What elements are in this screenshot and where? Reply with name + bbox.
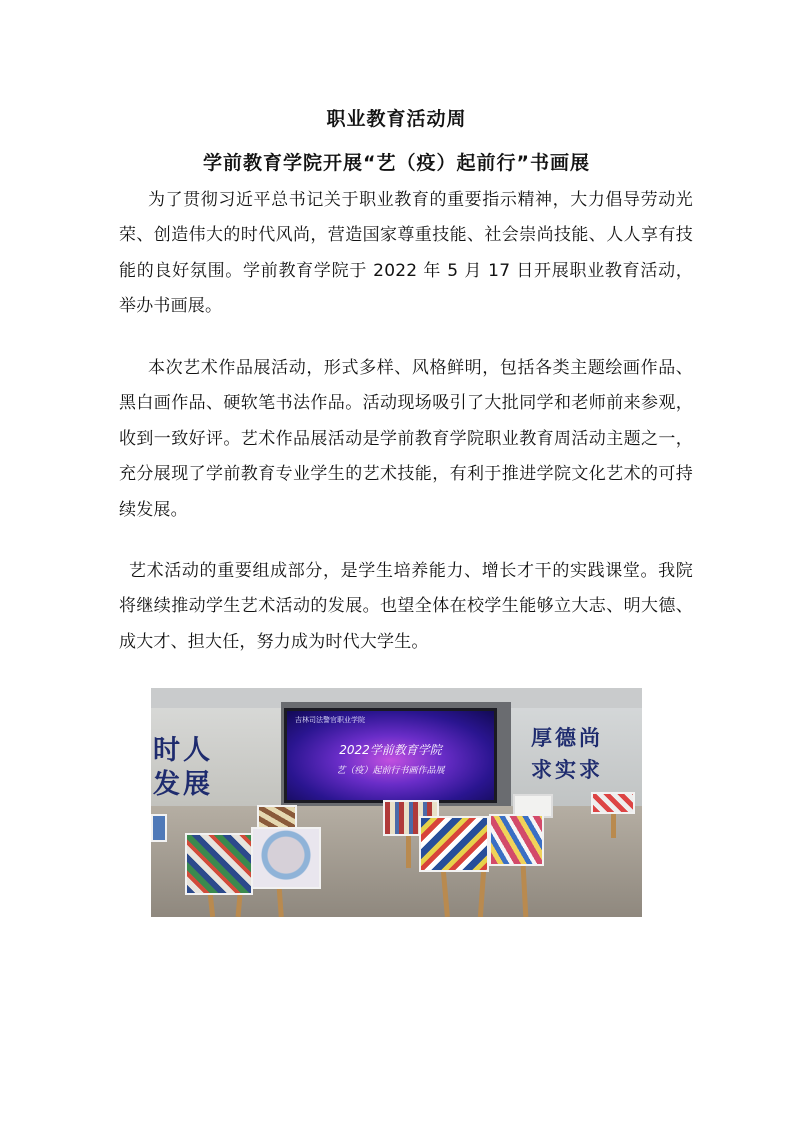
document-title: 职业教育活动周 bbox=[326, 108, 467, 130]
exhibition-photo bbox=[151, 688, 642, 917]
paragraph-1: 为了贯彻习近平总书记关于职业教育的重要指示精神，大力倡导劳动光荣、创造伟大的时代风尚，营造国家尊重技能、社会崇尚技能、人人享有技能的良好氛围。学前教育学院于 2022 年 5 月 17 日开展职业教育活动，举办书画展。 bbox=[119, 190, 693, 317]
photo-banner-left: 时人 发展 bbox=[153, 735, 213, 800]
artwork-painting bbox=[185, 833, 253, 895]
artwork-painting bbox=[151, 814, 167, 842]
photo-banner-right: 厚德尚 求实求 bbox=[531, 725, 603, 782]
artwork-painting bbox=[419, 816, 489, 872]
document-subtitle: 学前教育学院开展“艺（疫）起前行”书画展 bbox=[203, 152, 590, 174]
screen-logo-text: 吉林司法警官职业学院 bbox=[295, 716, 365, 724]
screen-title-line2: 艺（疫）起前行书画作品展 bbox=[336, 766, 445, 776]
artwork-painting bbox=[591, 792, 635, 814]
screen-title-line1: 2022学前教育学院 bbox=[339, 743, 442, 757]
paragraph-3: 艺术活动的重要组成部分，是学生培养能力、增长才干的实践课堂。我院将继续推动学生艺术活动的发展。也望全体在校学生能够立大志、明大德、成大才、担大任，努力成为时代大学生。 bbox=[119, 561, 693, 652]
photo-projection-screen bbox=[284, 708, 497, 803]
artwork-painting bbox=[489, 814, 544, 866]
artwork-painting bbox=[251, 827, 321, 889]
paragraph-2: 本次艺术作品展活动，形式多样、风格鲜明，包括各类主题绘画作品、黑白画作品、硬软笔书法作品。活动现场吸引了大批同学和老师前来参观，收到一致好评。艺术作品展活动是学前教育学院职业教育周活动主题之一，充分展现了学前教育专业学生的艺术技能，有利于推进学院文化艺术的可持续发展。 bbox=[119, 358, 693, 520]
